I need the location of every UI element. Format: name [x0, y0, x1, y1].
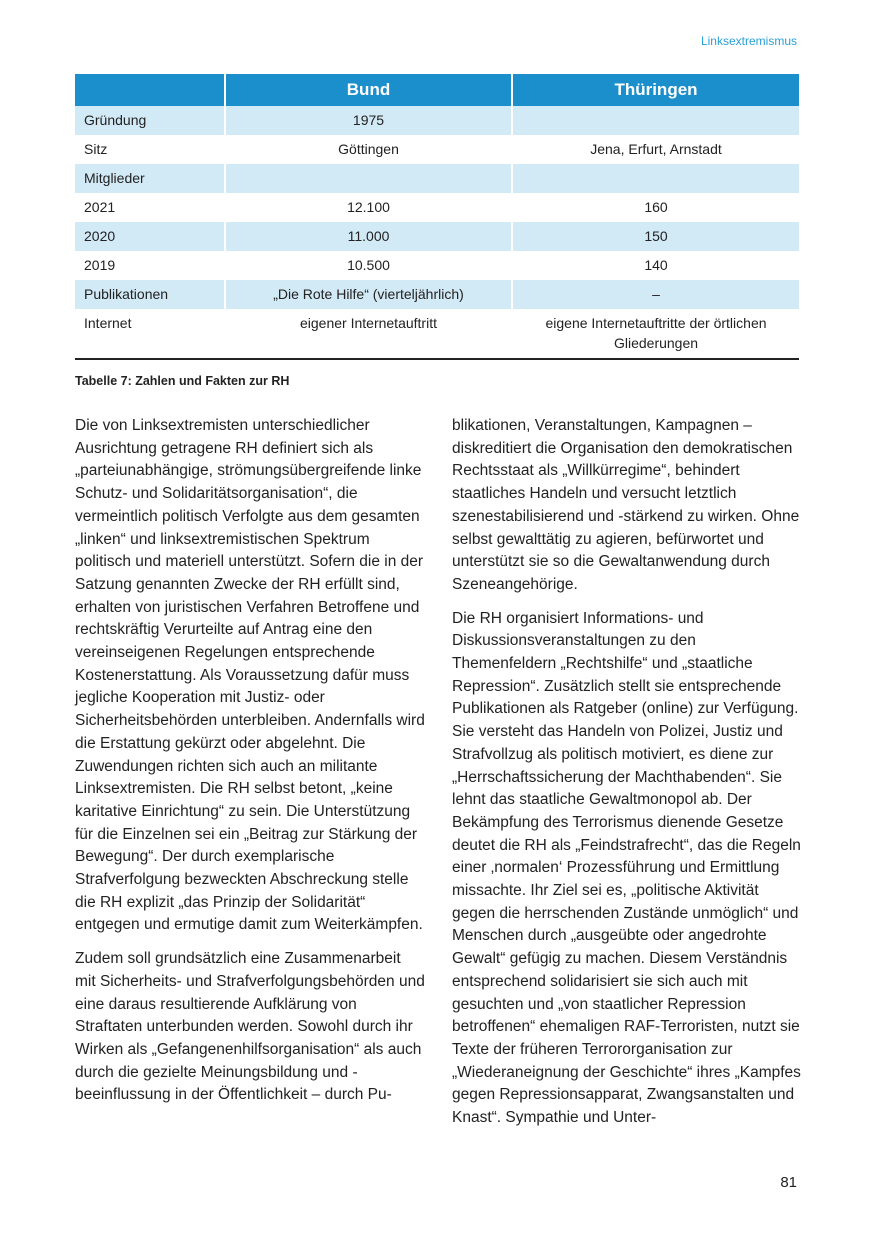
row-label-cell: Internet	[75, 309, 225, 359]
row-label-cell: 2020	[75, 222, 225, 251]
paragraph: Die RH organisiert Informations- und Diskussionsveranstaltungen zu den Themenfeldern „Rechtshilfe“ und „staatliche Repression“. Zusätzlich stellt sie entsprechende Publikationen als Ratgeber (online) zur Verfügung. Sie versteht das Handeln von Polizei, Justiz und Strafvollzug als politisch motiviert, es diene zur „Herrschaftssicherung der Machthabenden“. Sie lehnt das staatliche Gewaltmonopol ab. Der Bekämpfung des Terrorismus dienende Gesetze deutet die RH als „Feindstrafrecht“, das die Regeln einer ‚normalen‘ Prozessführung und Ermittlung missachte. Ihr Ziel sei es, „politische Aktivität gegen die herrschenden Zustände unmöglich“ und Menschen durch „ausgeübte oder angedrohte Gewalt“ gefügig zu machen. Diesem Verständnis entsprechend solidarisiert sie sich auch mit gesuchten und „von staatlicher Repression betroffenen“ ehemaligen RAF-Terroristen, nutzt sie Texte der früheren Terrororganisation zur „Wiederaneignung der Geschichte“ ihres „Kampfes gegen Repressionsapparat, Zwangsanstalten und Knast“. Sympathie und Unter-	[452, 609, 801, 1127]
row-label-cell: Mitglieder	[75, 164, 225, 193]
row-label-cell: Gründung	[75, 106, 225, 135]
header-cell-thueringen: Thüringen	[512, 74, 799, 106]
table-row	[75, 309, 799, 359]
table-caption: Tabelle 7: Zahlen und Fakten zur RH	[75, 374, 290, 388]
row-label-cell: 2021	[84, 199, 116, 215]
bund-value-cell: 10.500	[225, 251, 512, 280]
bund-value-cell: 11.000	[225, 222, 512, 251]
table-row	[75, 280, 799, 309]
table-header-row	[75, 74, 799, 106]
thueringen-value-cell: 140	[512, 251, 799, 280]
header-cell-empty	[75, 74, 225, 106]
page-number: 81	[780, 1174, 797, 1191]
bund-value-cell: Göttingen	[225, 135, 512, 164]
paragraph: blikationen, Veranstaltungen, Kampagnen – diskreditiert die Organisation den demokratischen Rechtsstaat als „Willkürregime“, behindert staatliches Handeln und versucht letztlich szenestabilisierend und -stärkend zu wirken. Ohne selbst gewalttätig zu agieren, befürwortet und unterstützt sie so die Gewaltanwendung durch Szeneangehörige.	[452, 417, 800, 593]
running-head: Linksextremismus	[700, 34, 797, 48]
table-row	[75, 135, 799, 164]
row-label-cell: Publikationen	[75, 280, 225, 309]
text-column-right	[452, 415, 802, 1141]
table-row	[75, 106, 799, 135]
thueringen-value-cell: eigene Internetauftritte der örtlichen Gliederungen	[512, 309, 799, 359]
table-row	[75, 193, 799, 222]
facts-table	[75, 74, 799, 360]
paragraph: Zudem soll grundsätzlich eine Zusammenarbeit mit Sicherheits- und Strafverfolgungsbehörden und eine daraus resultierende Aufklärung von Straftaten unterbunden werden. Sowohl durch ihr Wirken als „Gefangenenhilfsorganisation“ als auch durch die gezielte Meinungsbildung und -beeinflussung in der Öffentlichkeit – durch Pu-	[75, 950, 425, 1104]
thueringen-value-cell	[512, 106, 799, 135]
row-label-cell: Sitz	[84, 141, 108, 157]
bund-value-cell	[225, 164, 512, 193]
bund-value-cell: eigener Internetauftritt	[225, 309, 512, 359]
table-row	[75, 222, 799, 251]
bund-value-cell: „Die Rote Hilfe“ (vierteljährlich)	[225, 280, 512, 309]
thueringen-value-cell: 150	[512, 222, 799, 251]
paragraph: Die von Linksextremisten unterschiedlicher Ausrichtung getragene RH definiert sich als „parteiunabhängige, strömungsübergreifende linke Schutz- und Solidaritätsorganisation“, die vermeintlich politisch Verfolgte aus dem gesamten „linken“ und linksextremistischen Spektrum politisch und materiell unterstützt. Sofern die in der Satzung genannten Zwecke der RH erfüllt sind, erhalten von juristischen Verfahren Betroffene und rechtskräftig Verurteilte auf Antrag eine den vereinseigenen Regelungen entsprechende Kostenerstattung. Als Voraussetzung dafür muss jegliche Kooperation mit Justiz- oder Sicherheitsbehörden unterbleiben. Andernfalls wird die Erstattung gekürzt oder abgelehnt. Die Zuwendungen richten sich auch an militante Linksextremisten. Die RH selbst betont, „keine karitative Einrichtung“ zu sein. Die Unterstützung für die Einzelnen sei ein „Beitrag zur Stärkung der Bewegung“. Der durch exemplarische Strafverfolgung bezweckten Abschreckung stelle die RH explizit „das Prinzip der Solidarität“ entgegen und ermutige damit zum Weiterkämpfen.	[75, 417, 425, 934]
thueringen-value-cell	[512, 164, 799, 193]
text-column-left	[75, 415, 425, 1118]
thueringen-value-cell: –	[512, 280, 799, 309]
bund-value-cell: 1975	[225, 106, 512, 135]
thueringen-value-cell: 160	[512, 193, 799, 222]
thueringen-value-cell: Jena, Erfurt, Arnstadt	[512, 135, 799, 164]
row-label-cell: 2019	[84, 257, 116, 273]
bund-value-cell: 12.100	[225, 193, 512, 222]
table-row	[75, 164, 799, 193]
header-cell-bund: Bund	[225, 74, 512, 106]
table-row	[75, 251, 799, 280]
